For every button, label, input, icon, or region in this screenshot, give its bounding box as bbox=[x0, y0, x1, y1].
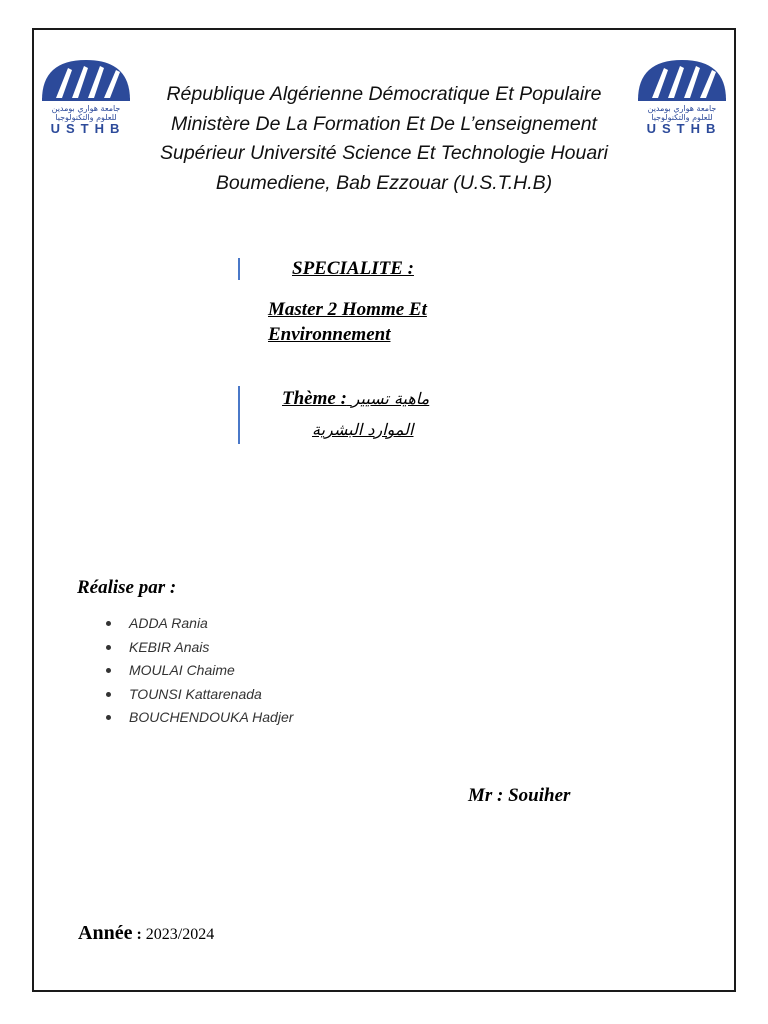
accent-bar-theme bbox=[238, 386, 240, 444]
members-list bbox=[104, 612, 293, 730]
annee-label: Année bbox=[78, 922, 133, 944]
institution-header bbox=[138, 80, 630, 198]
accent-bar-specialite bbox=[238, 258, 240, 280]
specialite-value: Master 2 Homme Et Environnement bbox=[268, 299, 427, 345]
header-line-3: Supérieur Université Science Et Technologie Houari bbox=[159, 142, 609, 164]
list-item bbox=[104, 636, 293, 660]
annee-value: 2023/2024 bbox=[145, 926, 215, 943]
bullet-icon bbox=[106, 645, 111, 650]
logo-arabic-line1: جامعة هواري بومدين bbox=[51, 104, 121, 113]
specialite-label: SPECIALITE : bbox=[292, 258, 414, 279]
header-line-1: République Algérienne Démocratique Et Populaire bbox=[166, 83, 602, 105]
member-name: BOUCHENDOUKA Hadjer bbox=[129, 709, 294, 725]
list-item bbox=[104, 683, 293, 707]
theme-arabic-part1: ماهية تسيير bbox=[351, 389, 430, 408]
realise-label: Réalise par : bbox=[77, 577, 177, 598]
usthb-logo-left bbox=[38, 54, 134, 136]
supervisor: Mr : Souiher bbox=[468, 785, 571, 806]
theme-arabic-part2: الموارد البشرية bbox=[312, 420, 414, 439]
member-name: KEBIR Anais bbox=[129, 638, 210, 655]
logo-acronym: USTHB bbox=[50, 121, 126, 136]
academic-year: Année : 2023/2024 bbox=[78, 922, 215, 944]
logo-acronym: USTHB bbox=[646, 121, 722, 136]
logo-arabic-line2: للعلوم والتكنولوجيا bbox=[651, 113, 713, 122]
bullet-icon bbox=[106, 668, 111, 673]
list-item bbox=[104, 612, 293, 636]
member-name: ADDA Rania bbox=[129, 615, 208, 631]
list-item bbox=[104, 659, 293, 683]
theme-label: Thème : bbox=[282, 388, 347, 409]
member-name: MOULAI Chaime bbox=[129, 662, 235, 678]
member-name: TOUNSI Kattarenada bbox=[129, 685, 262, 702]
logo-arabic-line1: جامعة هواري بومدين bbox=[647, 104, 717, 113]
header-line-4: Boumediene, Bab Ezzouar (U.S.T.H.B) bbox=[215, 171, 553, 194]
bullet-icon bbox=[106, 692, 111, 697]
usthb-logo-right bbox=[634, 54, 730, 136]
logo-arabic-line2: للعلوم والتكنولوجيا bbox=[55, 113, 117, 122]
bullet-icon bbox=[106, 621, 111, 626]
bullet-icon bbox=[106, 715, 111, 720]
header-line-2: Ministère De La Formation Et De L’enseignement bbox=[171, 112, 597, 135]
list-item bbox=[104, 706, 293, 730]
theme-line-1 bbox=[282, 388, 429, 410]
